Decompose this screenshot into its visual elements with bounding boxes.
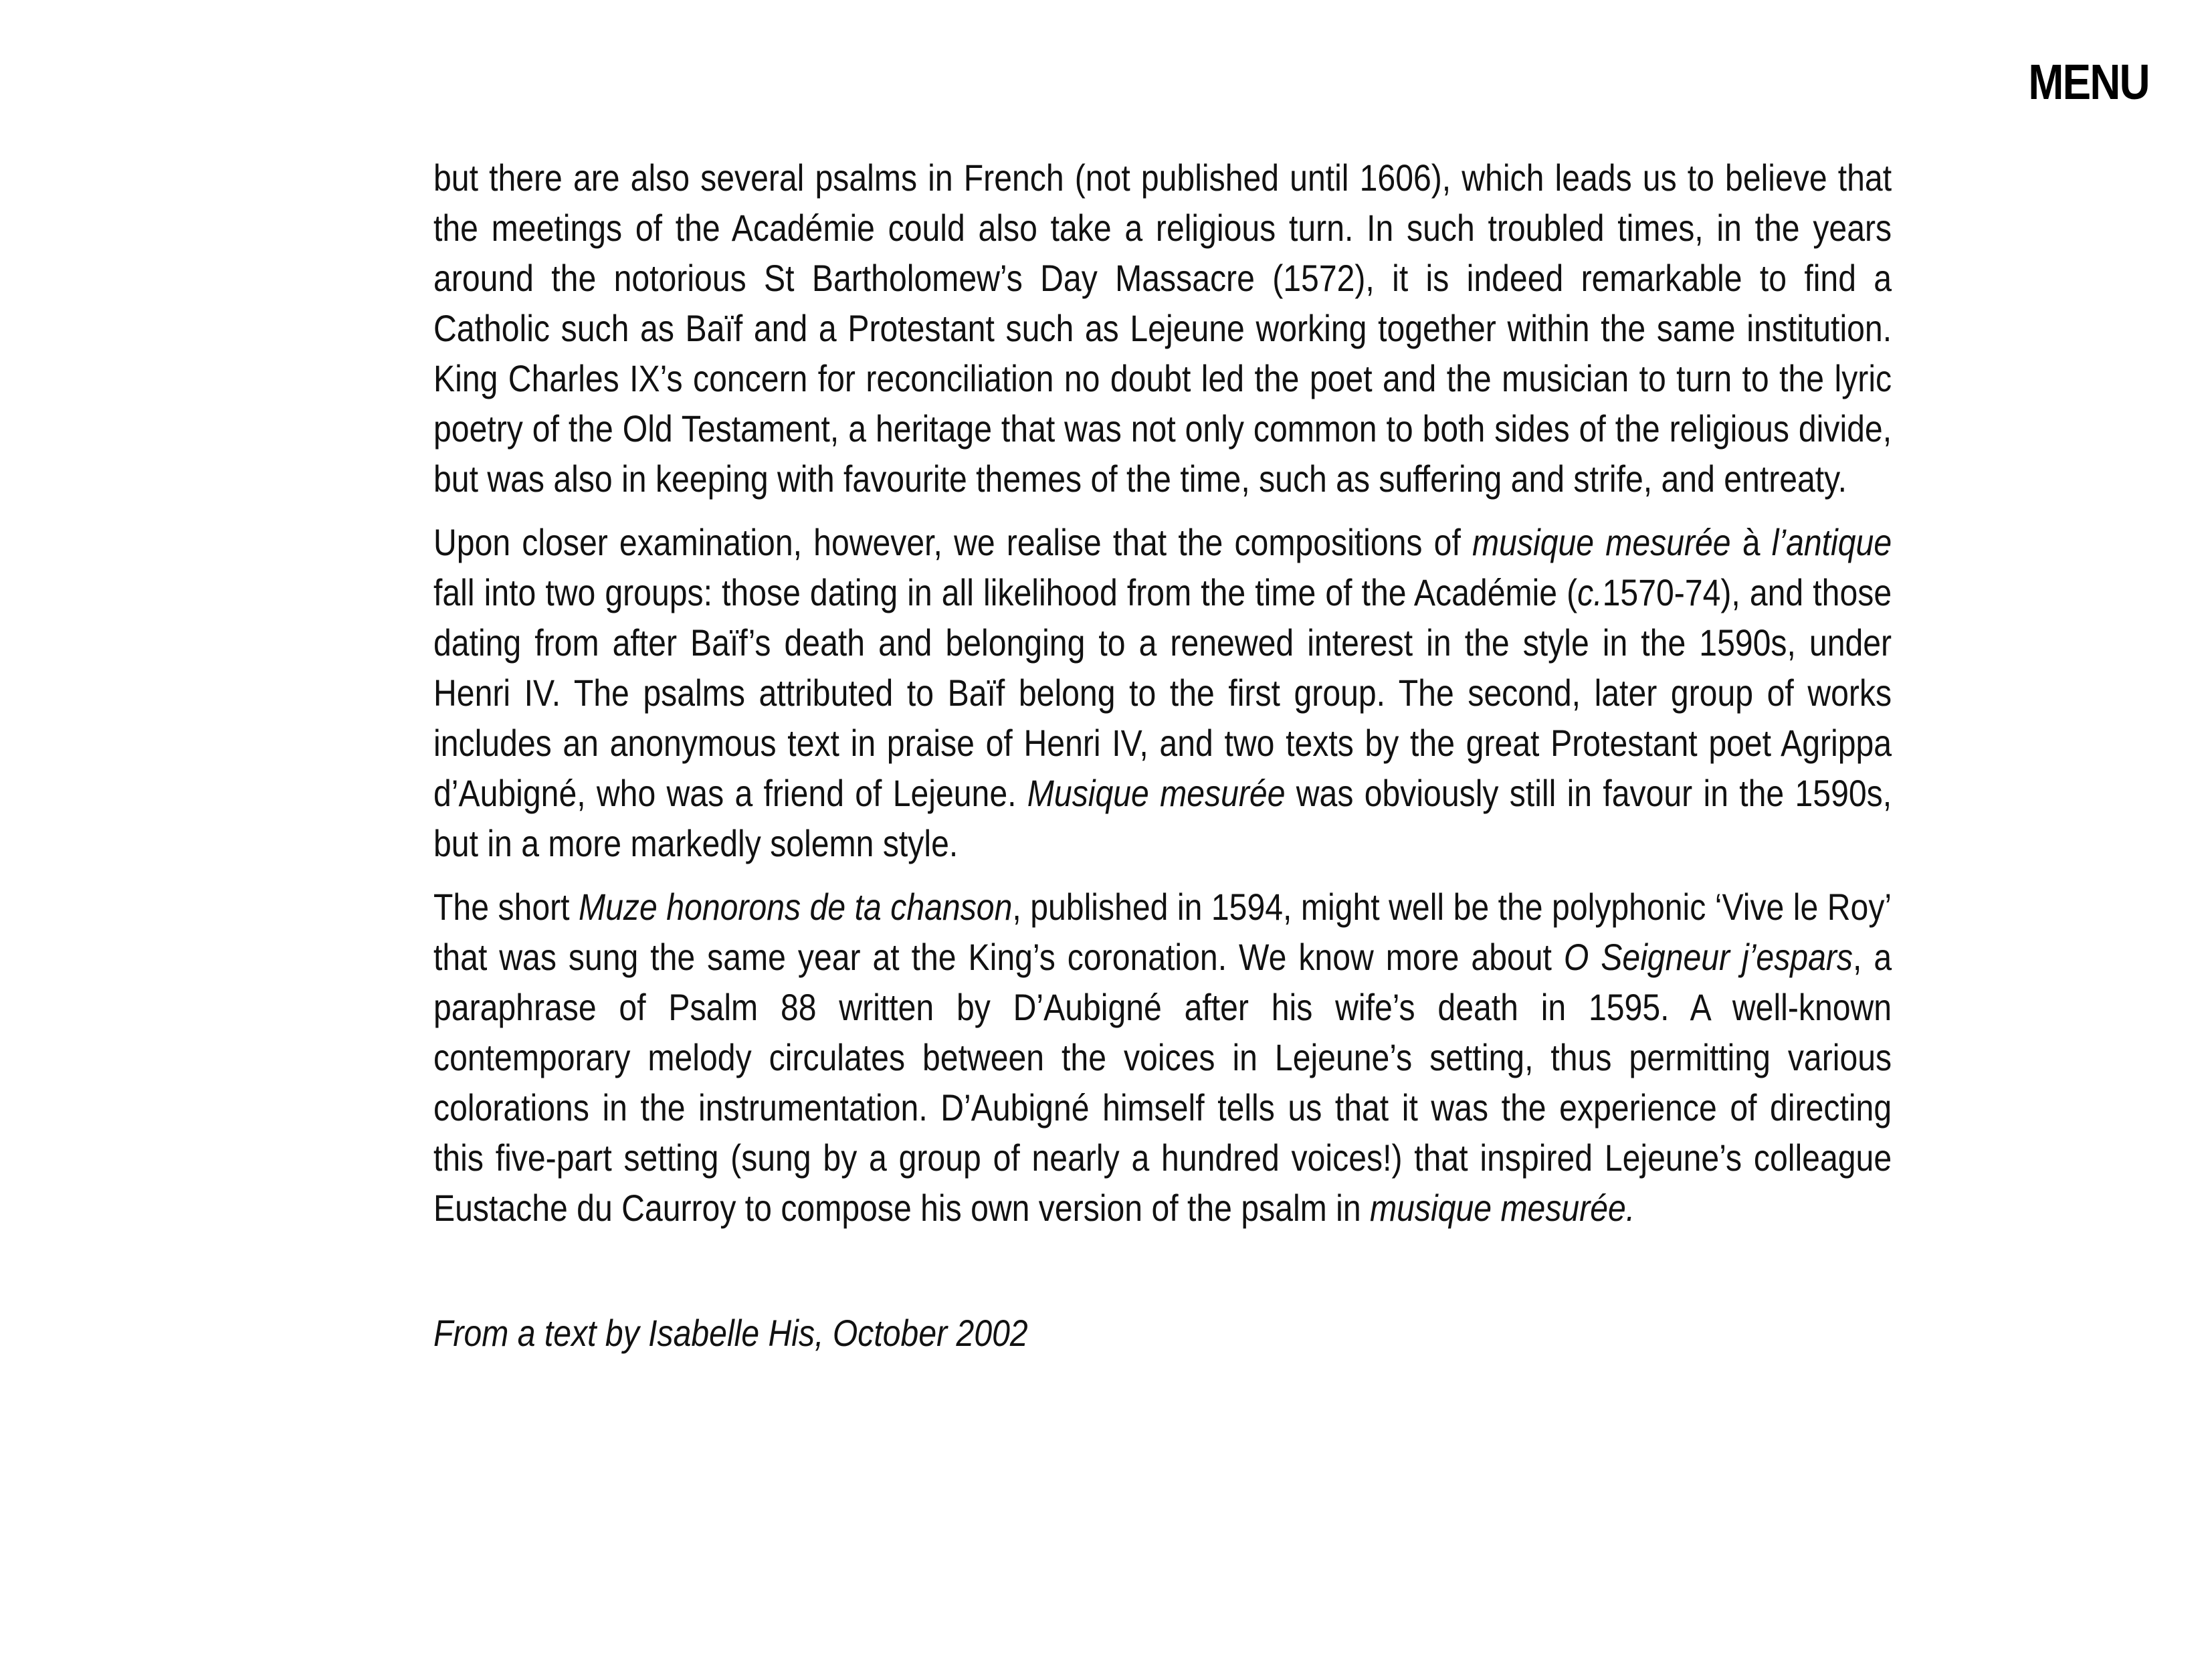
paragraph-3-text-3: , a paraphrase of Psalm 88 written by D’Aubigné after his wife’s death in 1595. A well-known contemporary melody circulates between the voices in Lejeune’s setting, thus permitting various colorations in the instrumentation. D’Aubigné himself tells us that it was the experience of directing this five-part setting (sung by a group of nearly a hundred voices!) that inspired Lejeune’s colleague Eustache du Caurroy to compose his own version of the psalm in (433, 936, 1892, 1229)
paragraph-2-text-5: was obviously still in favour in the 1590s, but in a more markedly solemn style. (433, 772, 1892, 864)
paragraph-1-text: but there are also several psalms in French (not published until 1606), which leads us to believe that the meetings of the Académie could also take a religious turn. In such troubled times, in the years around the notorious St Bartholomew’s Day Massacre (1572), it is indeed remarkable to find a Catholic such as Baïf and a Protestant such as Lejeune working together within the same institution. King Charles IX’s concern for reconciliation no doubt led the poet and the musician to turn to the lyric poetry of the Old Testament, a heritage that was not only common to both sides of the religious divide, but was also in keeping with favourite themes of the time, such as suffering and strife, and entreaty. (433, 157, 1892, 500)
paragraph-3-italic-2: O Seigneur j’espars (1563, 936, 1853, 978)
paragraph-3-text-2: , published in 1594, might well be the polyphonic ‘Vive le Roy’ that was sung the same year at the King’s coronation. We know more about (433, 886, 1892, 978)
paragraph-1 (433, 153, 1892, 504)
paragraph-2-italic-1: musique mesurée (1472, 521, 1731, 563)
paragraph-2-text-1: Upon closer examination, however, we realise that the compositions of (433, 521, 1473, 563)
paragraph-2-italic-3: c. (1577, 571, 1603, 613)
article-text (433, 153, 1892, 1358)
paragraph-2-text-4: 1570-74), and those dating from after Baïf’s death and belonging to a renewed interest in the style in the 1590s, under Henri IV. The psalms attributed to Baïf belong to the first group. The second, later group of works includes an anonymous text in praise of Henri IV, and two texts by the great Protestant poet Agrippa d’Aubigné, who was a friend of Lejeune. (433, 571, 1892, 814)
paragraph-3-text-1: The short (433, 886, 579, 928)
signature: From a text by Isabelle His, October 2002 (433, 1312, 1028, 1354)
article-body (433, 153, 1892, 1395)
paragraph-3-italic-1: Muze honorons de ta chanson (579, 886, 1013, 928)
paragraph-3-italic-3: musique mesurée. (1370, 1187, 1635, 1229)
paragraph-2-text-2: à (1730, 521, 1772, 563)
paragraph-2-text-3: fall into two groups: those dating in all likelihood from the time of the Académie ( (433, 571, 1578, 613)
paragraph-3 (433, 882, 1892, 1233)
paragraph-2 (433, 517, 1892, 868)
menu-button[interactable]: MENU (2028, 54, 2149, 110)
paragraph-2-italic-4: Musique mesurée (1027, 772, 1286, 814)
paragraph-2-italic-2: l’antique (1771, 521, 1892, 563)
